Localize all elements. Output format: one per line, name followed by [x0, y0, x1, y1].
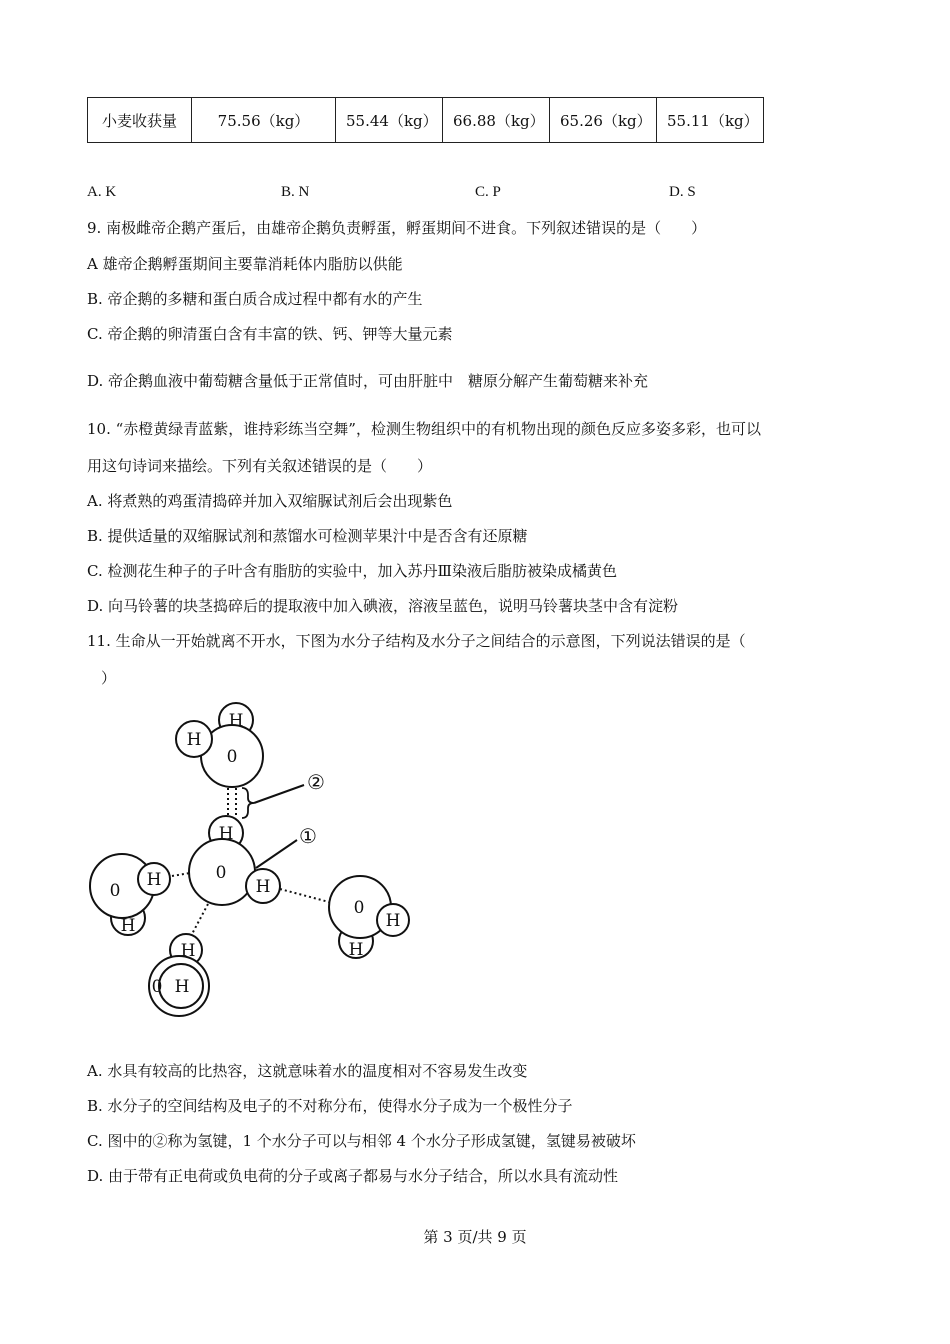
atom-label-h: H — [348, 940, 364, 960]
table-cell: 55.44（kg） — [336, 98, 443, 143]
table-cell: 65.26（kg） — [550, 98, 657, 143]
leader-line-2 — [254, 785, 304, 803]
atom-label-h: H — [255, 877, 271, 897]
atom-label-h: H — [146, 870, 162, 890]
q8-option-d: D. S — [669, 184, 696, 200]
atom-label-h: H — [120, 916, 136, 936]
atom-label-o: 0 — [226, 747, 238, 767]
q11-option-a: A. 水具有较高的比热容，这就意味着水的温度相对不容易发生改变 — [87, 1062, 528, 1080]
atom-label-h: H — [174, 977, 190, 997]
q11-stem-line1: 11. 生命从一开始就离不开水，下图为水分子结构及水分子之间结合的示意图，下列说法错误的是（ — [87, 632, 746, 650]
atom-label-h: H — [385, 911, 401, 931]
q11-option-b: B. 水分子的空间结构及电子的不对称分布，使得水分子成为一个极性分子 — [87, 1097, 573, 1115]
table-row — [88, 98, 764, 143]
atom-label-o: 0 — [215, 863, 227, 883]
atom-label-o: 0 — [151, 977, 163, 997]
label-1: ① — [299, 824, 317, 848]
atom-label-h: H — [218, 824, 234, 844]
q8-option-a: A. K — [87, 184, 117, 200]
q10-option-c: C. 检测花生种子的子叶含有脂肪的实验中，加入苏丹Ⅲ染液后脂肪被染成橘黄色 — [87, 562, 617, 580]
q11-option-c: C. 图中的②称为氢键，1 个水分子可以与相邻 4 个水分子形成氢键，氢键易被破坏 — [87, 1132, 636, 1150]
table-header-cell: 小麦收获量 — [88, 98, 192, 143]
q10-option-b: B. 提供适量的双缩脲试剂和蒸馏水可检测苹果汁中是否含有还原糖 — [87, 527, 528, 545]
q9-option-c: C. 帝企鹅的卵清蛋白含有丰富的铁、钙、钾等大量元素 — [87, 325, 453, 343]
harvest-table — [87, 97, 764, 143]
q11-stem-line2: ） — [101, 669, 117, 687]
q8-option-b: B. N — [281, 184, 310, 200]
q8-option-c: C. P — [475, 184, 501, 200]
q10-stem-line1: 10. “赤橙黄绿青蓝紫，谁持彩练当空舞”，检测生物组织中的有机物出现的颜色反应多姿多彩，也可以 — [87, 420, 761, 438]
q10-stem-line2: 用这句诗词来描绘。下列有关叙述错误的是（ ） — [87, 457, 433, 475]
q9-stem: 9. 南极雌帝企鹅产蛋后，由雄帝企鹅负责孵蛋，孵蛋期间不进食。下列叙述错误的是（ ） — [87, 219, 707, 237]
water-molecule-diagram — [80, 700, 430, 1020]
q9-option-b: B. 帝企鹅的多糖和蛋白质合成过程中都有水的产生 — [87, 290, 423, 308]
brace-icon — [242, 788, 254, 818]
label-2: ② — [307, 770, 325, 794]
page-footer: 第 3 页/共 9 页 — [423, 1228, 527, 1246]
table-cell: 75.56（kg） — [192, 98, 336, 143]
table-cell: 55.11（kg） — [657, 98, 764, 143]
atom-label-h: H — [186, 730, 202, 750]
q11-option-d: D. 由于带有正电荷或负电荷的分子或离子都易与水分子结合，所以水具有流动性 — [87, 1167, 619, 1185]
atom-label-o: 0 — [353, 898, 365, 918]
q10-option-a: A. 将煮熟的鸡蛋清捣碎并加入双缩脲试剂后会出现紫色 — [87, 492, 453, 510]
leader-line-1 — [256, 840, 297, 868]
table-cell: 66.88（kg） — [443, 98, 550, 143]
q9-option-d: D. 帝企鹅血液中葡萄糖含量低于正常值时，可由肝脏中 糖原分解产生葡萄糖来补充 — [87, 372, 649, 390]
atom-label-h: H — [180, 941, 196, 961]
atom-label-h: H — [228, 711, 244, 731]
atom-label-o: 0 — [109, 881, 121, 901]
q10-option-d: D. 向马铃薯的块茎捣碎后的提取液中加入碘液，溶液呈蓝色，说明马铃薯块茎中含有淀粉 — [87, 597, 679, 615]
q9-option-a: A 雄帝企鹅孵蛋期间主要靠消耗体内脂肪以供能 — [87, 255, 403, 273]
